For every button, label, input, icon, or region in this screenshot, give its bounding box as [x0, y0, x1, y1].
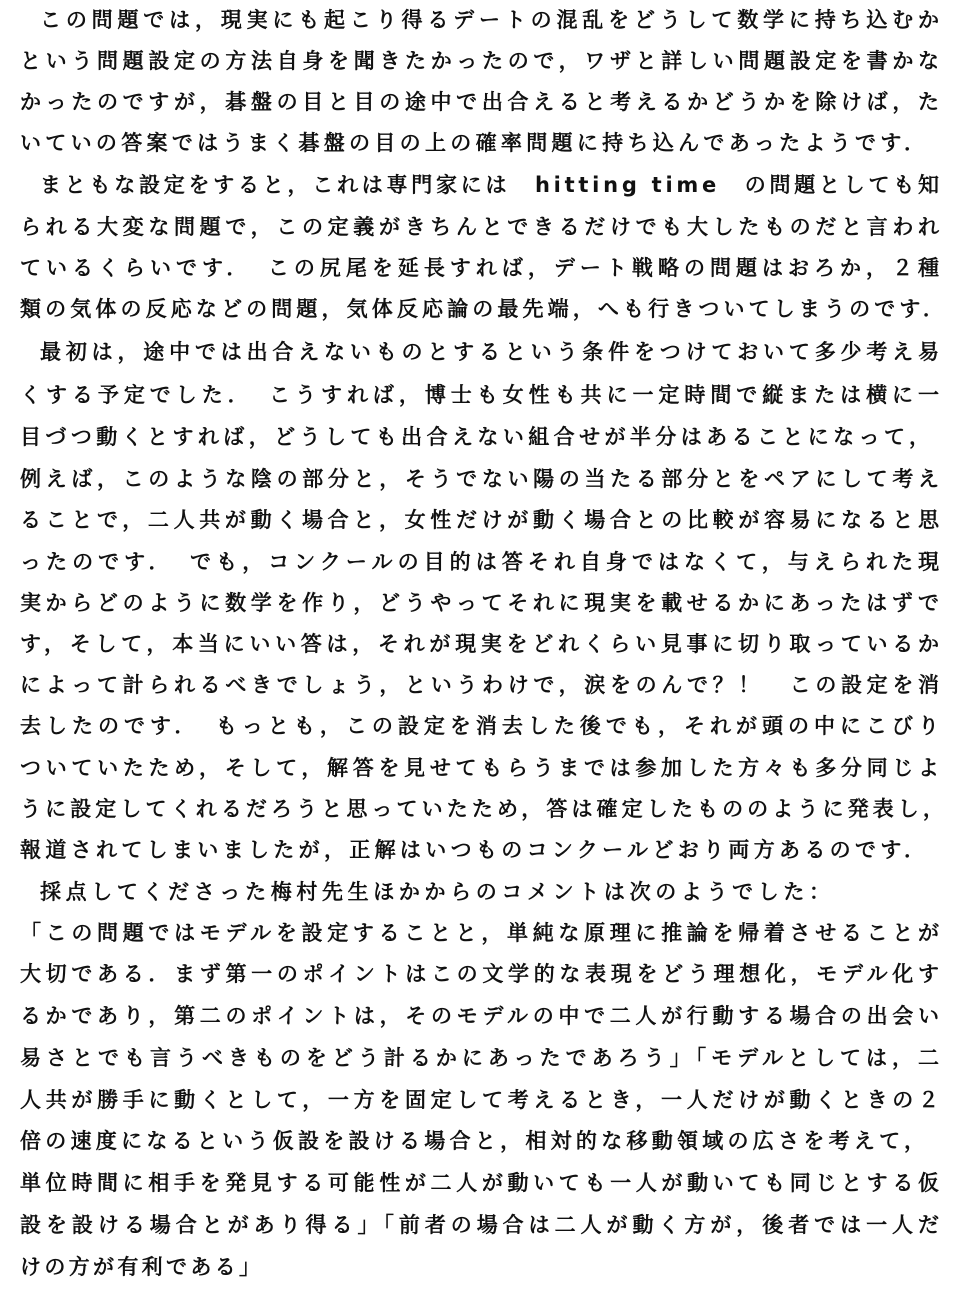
text-line-content: ついていたため，そして，解答を見せてもらうまでは参加した方々も多分同じよ: [20, 756, 944, 780]
text-line-content: 目づつ動くとすれば，どうしても出合えない組合せが半分はあることになって，: [20, 425, 935, 449]
text-line: [0, 44, 953, 78]
text-line-content: 去したのです． もっとも，この設定を消去した後でも，それが頭の中にこびり: [20, 714, 944, 738]
text-line: [0, 545, 953, 579]
text-line: [0, 1124, 953, 1158]
text-line-content: けの方が有利である」: [20, 1255, 264, 1279]
text-line-content: られる大変な問題で，この定義がきちんとできるだけでも大したものだと言われ: [20, 215, 944, 239]
text-line: [0, 875, 953, 909]
text-line: [0, 210, 953, 244]
text-line: [0, 627, 953, 661]
text-line: [0, 709, 953, 743]
text-line: [0, 586, 953, 620]
text-line-content: という問題設定の方法自身を聞きたかったので，ワザと詳しい問題設定を書かな: [20, 49, 944, 73]
text-line: [0, 168, 953, 202]
text-line-content: るかであり，第二のポイントは，そのモデルの中で二人が行動する場合の出会い: [20, 1004, 944, 1028]
text-line-content: 倍の速度になるという仮設を設ける場合と，相対的な移動領域の広さを考えて，: [20, 1129, 930, 1153]
text-line-content: す，そして，本当にいい答は，それが現実をどれくらい見事に切り取っているか: [20, 632, 944, 656]
text-line-content: によって計られるべきでしょう，というわけで，涙をのんで？！ この設定を消: [20, 673, 944, 697]
text-line-content: 例えば，このような陰の部分と，そうでない陽の当たる部分とをペアにして考え: [20, 467, 944, 491]
text-line: [0, 1041, 953, 1075]
text-line: [0, 85, 953, 119]
text-line: [0, 1208, 953, 1242]
text-line-content: 類の気体の反応などの問題，気体反応論の最先端，へも行きついてしまうのです．: [20, 297, 948, 321]
text-line-content: 採点してくださった梅村先生ほかからのコメントは次のようでした：: [40, 880, 835, 904]
text-line-content: ったのです． でも，コンクールの目的は答それ自身ではなくて，与えられた現: [20, 550, 945, 574]
text-line: [0, 957, 953, 991]
text-line: [0, 251, 953, 285]
text-line: [0, 503, 953, 537]
text-line-content: 「この問題ではモデルを設定することと，単純な原理に推論を帰着させることが: [20, 921, 944, 945]
text-line-content: 大切である．まず第一のポイントはこの文学的な表現をどう理想化，モデル化す: [20, 962, 944, 986]
text-line-content: くする予定でした． こうすれば，博士も女性も共に一定時間で縦または横に一: [20, 383, 944, 407]
text-line: [0, 751, 953, 785]
text-line-content: 最初は，途中では出合えないものとするという条件をつけておいて多少考え易: [40, 340, 944, 364]
text-line: [0, 292, 953, 326]
text-line-content: 人共が勝手に動くとして，一方を固定して考えるとき，一人だけが動くときの２: [20, 1088, 944, 1112]
text-line-content: まともな設定をすると，これは専門家には hitting time の問題としても知: [40, 173, 943, 197]
text-line: [0, 462, 953, 496]
text-line: [0, 1250, 953, 1284]
text-line: [0, 1166, 953, 1200]
text-line: [0, 126, 953, 160]
text-line: [0, 335, 953, 369]
text-line-content: 実からどのように数学を作り，どうやってそれに現実を載せるかにあったはずで: [20, 591, 944, 615]
text-line-content: この問題では，現実にも起こり得るデートの混乱をどうして数学に持ち込むか: [40, 8, 944, 32]
text-line-content: うに設定してくれるだろうと思っていたため，答は確定したもののように発表し，: [20, 797, 948, 821]
text-line-content: ているくらいです． この尻尾を延長すれば，デート戦略の問題はおろか，２種: [20, 256, 944, 280]
text-line-content: 単位時間に相手を発見する可能性が二人が動いても一人が動いても同じとする仮: [20, 1171, 944, 1195]
text-line-content: ることで，二人共が動く場合と，女性だけが動く場合との比較が容易になると思: [20, 508, 944, 532]
text-line-content: 報道されてしまいましたが，正解はいつものコンクールどおり両方あるのです．: [20, 838, 930, 862]
text-line-content: 易さとでも言うべきものをどう計るかにあったであろう」「モデルとしては，二: [20, 1046, 944, 1070]
text-line: [0, 792, 953, 826]
text-line: [0, 916, 953, 950]
text-line-content: かったのですが，碁盤の目と目の途中で出合えると考えるかどうかを除けば，た: [20, 90, 944, 114]
text-line: [0, 1083, 953, 1117]
text-line: [0, 999, 953, 1033]
text-line: [0, 420, 953, 454]
text-line-content: いていの答案ではうまく碁盤の目の上の確率問題に持ち込んであったようです．: [20, 131, 930, 155]
text-line: [0, 378, 953, 412]
text-line: [0, 3, 953, 37]
text-line: [0, 833, 953, 867]
text-line: [0, 668, 953, 702]
text-line-content: 設を設ける場合とがあり得る」「前者の場合は二人が動く方が，後者では一人だ: [20, 1213, 944, 1237]
